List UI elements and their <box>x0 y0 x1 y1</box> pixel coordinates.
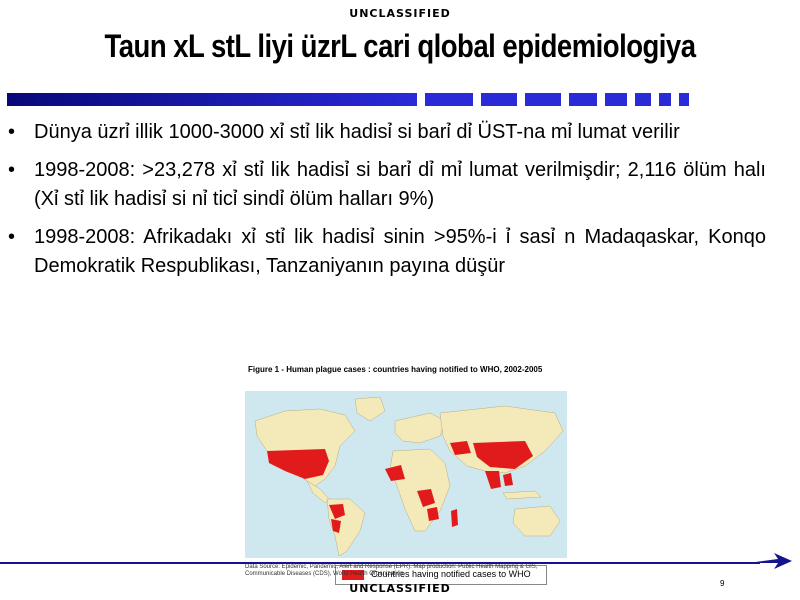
bullet-text: 1998-2008: >23,278 xỉ stỉ lik hadisỉ si barỉ dỉ mỉ lumat verilmişdir; 2,116 ölüm halı (Xỉ stỉ lik hadisỉ si nỉ ticỉ sindỉ ölüm halları 9%) <box>34 159 766 210</box>
classification-banner-top: UNCLASSIFIED <box>349 7 451 20</box>
bullet-text: Dünya üzrỉ illik 1000-3000 xỉ stỉ lik hadisỉ si barỉ dỉ ÜST-na mỉ lumat verilir <box>34 121 680 143</box>
footer-divider <box>0 562 760 564</box>
bullet-icon: • <box>8 226 16 248</box>
bullet-icon: • <box>8 121 16 143</box>
title-bar-segment <box>525 93 561 106</box>
figure-source-note: Data Source: Epidemic, Pandemic, Alert and Response (EPR). Map production: Public Health Mapping & GIS, Communicable Diseases (CDS), World Health Organization <box>245 564 538 577</box>
title-bar-segment <box>659 93 671 106</box>
classification-banner-bottom: UNCLASSIFIED <box>349 582 451 595</box>
bullet-item <box>8 156 766 214</box>
title-bar-segment <box>425 93 473 106</box>
title-bar-segment <box>481 93 517 106</box>
world-map-icon <box>245 391 567 558</box>
title-bar-segment <box>605 93 627 106</box>
arrow-icon <box>748 551 792 571</box>
slide-title: Taun xL stL liyi üzrL cari qlobal epidemiologiya <box>104 28 696 64</box>
bullet-item <box>8 118 766 147</box>
title-underline-bar <box>7 93 689 106</box>
title-bar-main-segment <box>7 93 417 106</box>
title-bar-segment <box>635 93 651 106</box>
plague-map-figure <box>242 363 572 583</box>
bullet-text: 1998-2008: Afrikadakı xỉ stỉ lik hadisỉ sinin >95%-i ỉ sasỉ n Madaqaskar, Konqo Demokratik Respublikası, Tanzaniyanın payına düşür <box>34 226 766 277</box>
legend-text: Countries having notified cases to WHO <box>371 569 531 579</box>
bullet-item <box>8 223 766 281</box>
figure-caption: Figure 1 - Human plague cases : countries having notified to WHO, 2002-2005 <box>248 365 543 374</box>
title-bar-segment <box>679 93 689 106</box>
title-bar-segment <box>569 93 597 106</box>
bullet-icon: • <box>8 159 16 181</box>
page-number: 9 <box>720 579 725 588</box>
bullet-list <box>8 118 766 290</box>
